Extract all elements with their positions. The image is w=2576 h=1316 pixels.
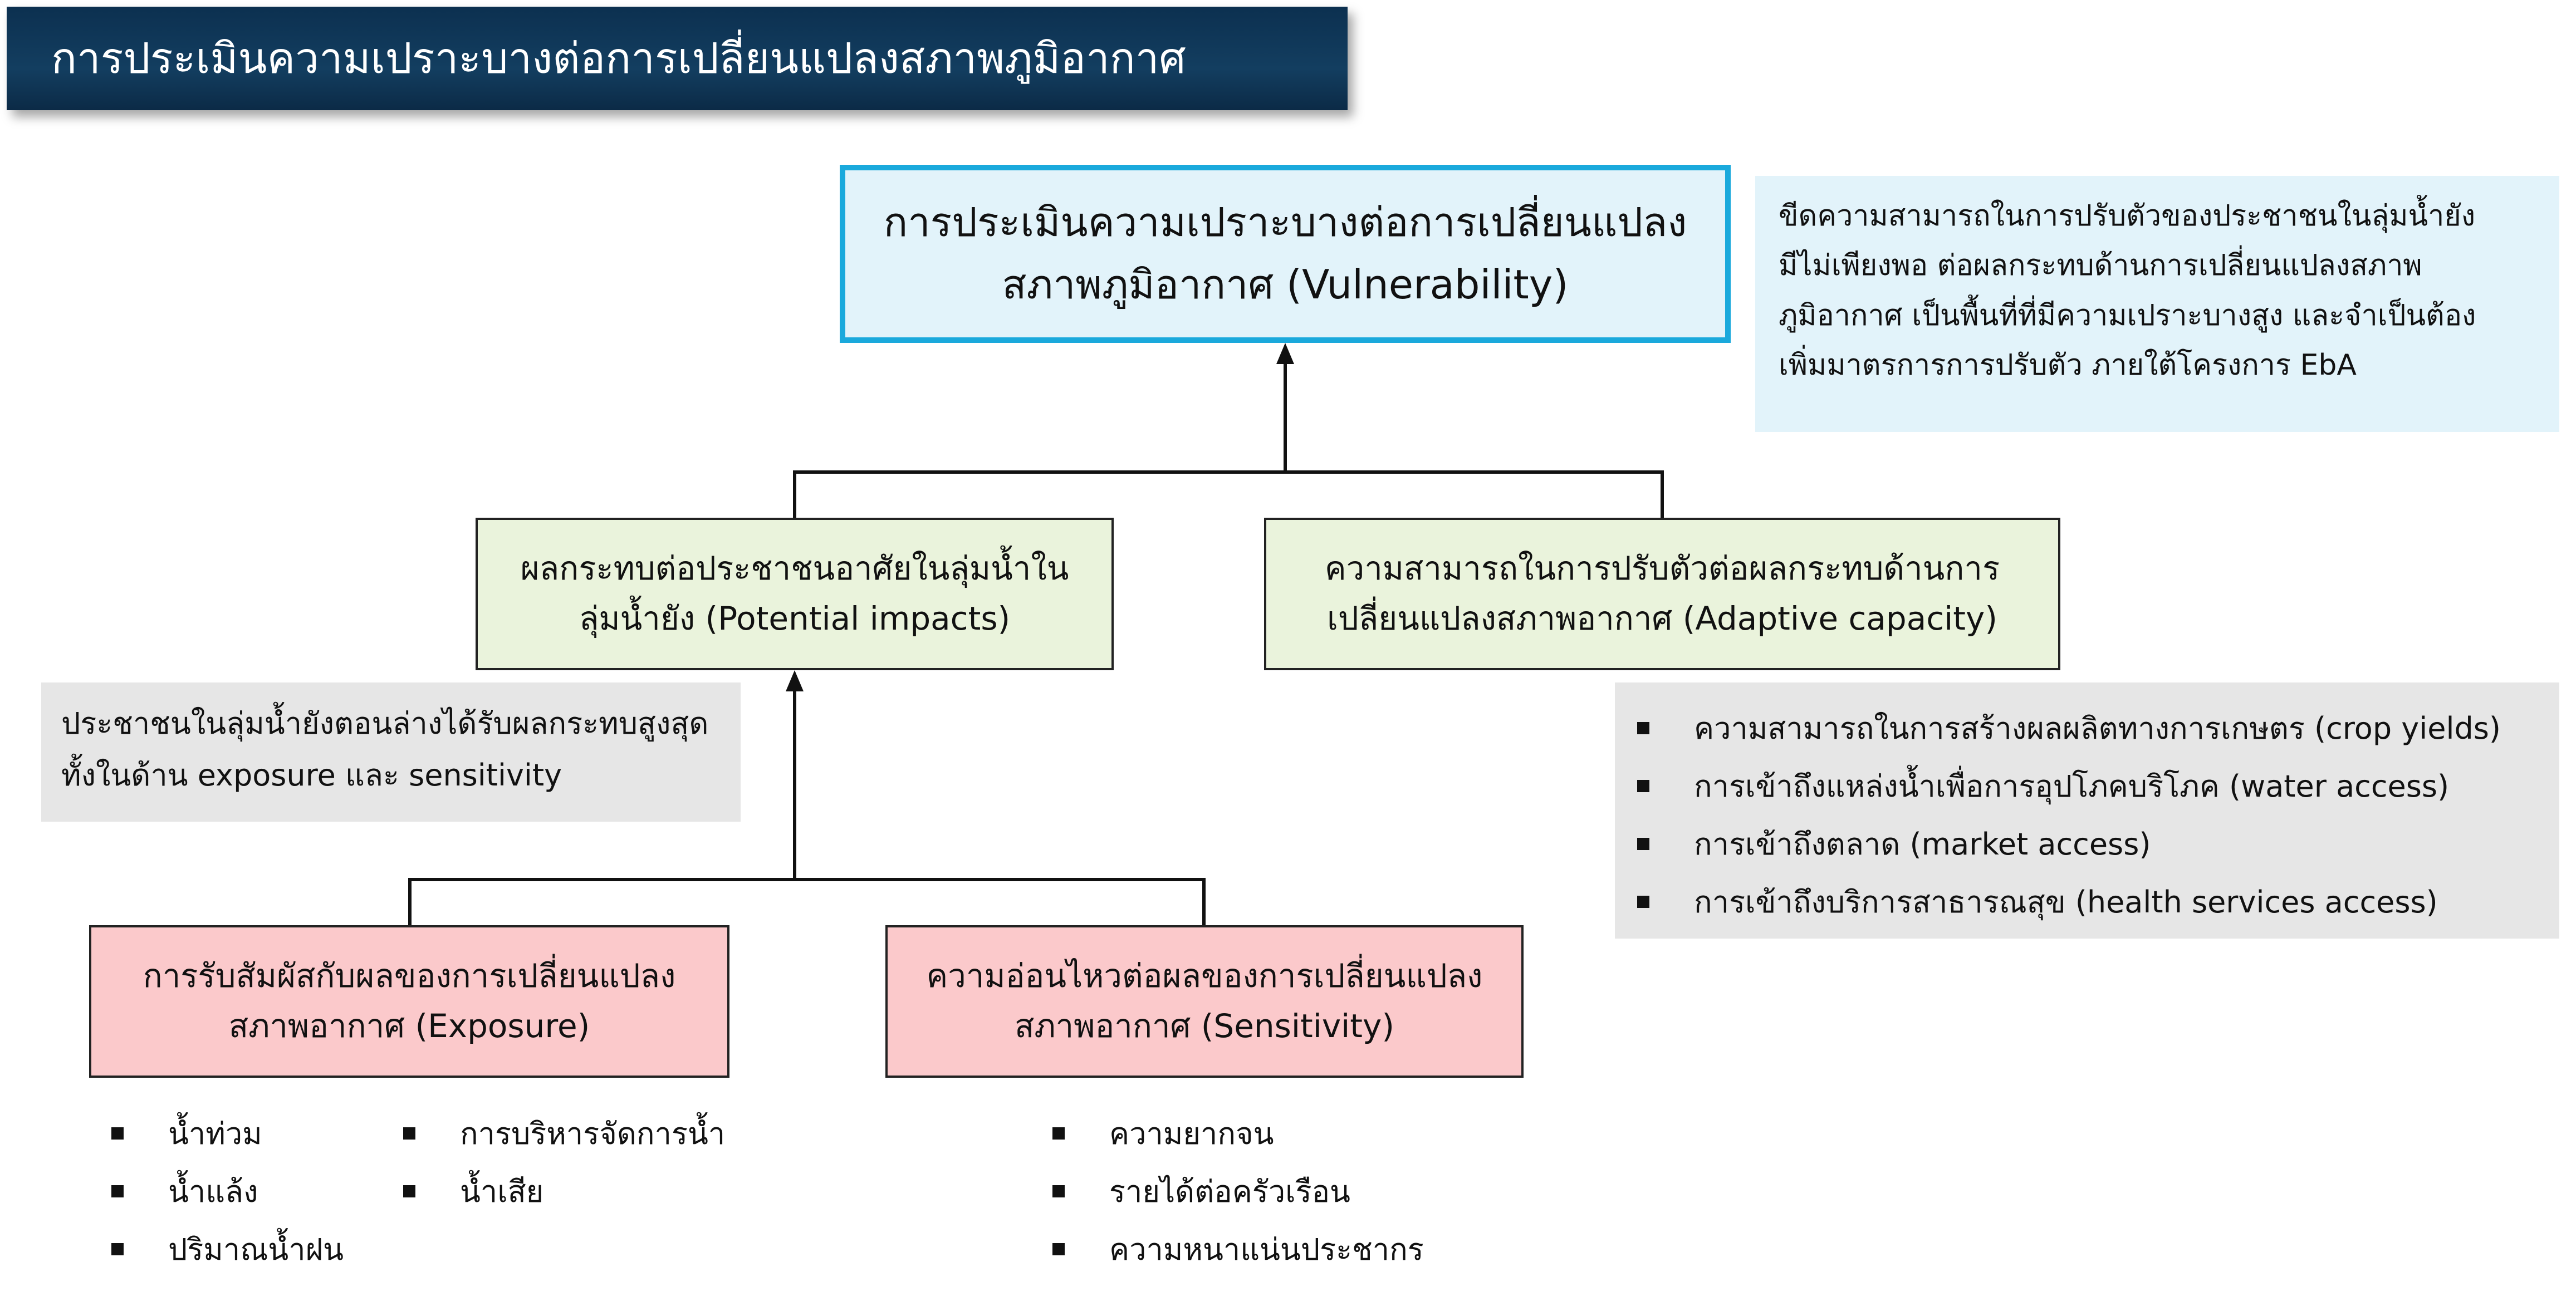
adaptive-item-label: การเข้าถึงตลาด (market access) xyxy=(1694,827,2151,862)
exposure-item-label: น้ำเสีย xyxy=(460,1174,544,1209)
list-item xyxy=(1637,699,2559,757)
sensitivity-item-label: ความยากจน xyxy=(1109,1116,1274,1151)
list-item xyxy=(1637,815,2559,873)
exposure-item-label: น้ำท่วม xyxy=(168,1116,262,1151)
list-item xyxy=(1052,1220,1424,1278)
square-bullet-icon xyxy=(1637,838,1649,850)
list-item xyxy=(1637,757,2559,815)
exposure-line-1: การรับสัมผัสกับผลของการเปลี่ยนแปลง xyxy=(143,957,676,995)
adaptive-item-label: ความสามารถในการสร้างผลผลิตทางการเกษตร (crop yields) xyxy=(1694,711,2501,746)
vulnerability-line-1: การประเมินความเปราะบางต่อการเปลี่ยนแปลง xyxy=(883,199,1687,246)
sensitivity-box xyxy=(885,925,1524,1078)
lower-arrowhead xyxy=(786,670,804,691)
exposure-item-label: ปริมาณน้ำฝน xyxy=(168,1232,344,1267)
page-title: การประเมินความเปราะบางต่อการเปลี่ยนแปลงสภาพภูมิอากาศ xyxy=(51,33,1186,83)
list-item xyxy=(111,1104,344,1162)
exposure-box xyxy=(89,925,729,1078)
sensitivity-line-1: ความอ่อนไหวต่อผลของการเปลี่ยนแปลง xyxy=(926,957,1483,995)
sensitivity-item-label: ความหนาแน่นประชากร xyxy=(1109,1232,1424,1267)
list-item xyxy=(111,1220,344,1278)
square-bullet-icon xyxy=(403,1127,415,1140)
square-bullet-icon xyxy=(1052,1185,1065,1197)
vulnerability-box xyxy=(840,165,1731,343)
sensitivity-item-label: รายได้ต่อครัวเรือน xyxy=(1109,1174,1350,1209)
upper-arrowhead xyxy=(1276,343,1294,364)
exposure-item-label: การบริหารจัดการน้ำ xyxy=(460,1116,726,1151)
square-bullet-icon xyxy=(1637,722,1649,734)
list-item xyxy=(1052,1162,1424,1220)
upper-connector xyxy=(793,362,1664,518)
exposure-list-col-1 xyxy=(111,1104,344,1278)
square-bullet-icon xyxy=(111,1185,124,1197)
adaptive-item-label: การเข้าถึงแหล่งน้ำเพื่อการอุปโภคบริโภค (water access) xyxy=(1694,769,2450,804)
square-bullet-icon xyxy=(403,1185,415,1197)
vulnerability-note xyxy=(1755,176,2559,432)
potential-impacts-line-1: ผลกระทบต่อประชาชนอาศัยในลุ่มน้ำใน xyxy=(520,549,1069,588)
list-item xyxy=(403,1162,725,1220)
list-item xyxy=(1637,873,2559,931)
potential-impacts-note-line: ทั้งในด้าน exposure และ sensitivity xyxy=(61,757,562,793)
square-bullet-icon xyxy=(1052,1243,1065,1255)
vulnerability-note-line: ขีดความสามารถในการปรับตัวของประชาชนในลุ่มน้ำยัง xyxy=(1779,199,2476,233)
sensitivity-list xyxy=(1052,1104,1424,1278)
vulnerability-note-line: ภูมิอากาศ เป็นพื้นที่ที่มีความเปราะบางสูง และจำเป็นต้อง xyxy=(1779,298,2476,332)
adaptive-capacity-line-1: ความสามารถในการปรับตัวต่อผลกระทบด้านการ xyxy=(1324,549,2000,588)
list-item xyxy=(403,1104,725,1162)
exposure-line-2: สภาพอากาศ (Exposure) xyxy=(228,1007,590,1045)
square-bullet-icon xyxy=(111,1243,124,1255)
adaptive-capacity-list xyxy=(1615,682,2559,939)
adaptive-item-label: การเข้าถึงบริการสาธารณสุข (health services access) xyxy=(1694,885,2438,920)
potential-impacts-line-2: ลุ่มน้ำยัง (Potential impacts) xyxy=(579,600,1011,637)
potential-impacts-box xyxy=(476,518,1114,670)
adaptive-capacity-box xyxy=(1264,518,2060,670)
adaptive-capacity-line-2: เปลี่ยนแปลงสภาพอากาศ (Adaptive capacity) xyxy=(1327,600,1997,637)
potential-impacts-note-line: ประชาชนในลุ่มน้ำยังตอนล่างได้รับผลกระทบสูงสุด xyxy=(61,706,709,741)
list-item xyxy=(111,1162,344,1220)
vulnerability-note-line: เพิ่มมาตรการการปรับตัว ภายใต้โครงการ EbA xyxy=(1779,348,2357,382)
square-bullet-icon xyxy=(1052,1127,1065,1140)
sensitivity-line-2: สภาพอากาศ (Sensitivity) xyxy=(1015,1007,1394,1045)
exposure-list-col-2 xyxy=(403,1104,725,1220)
square-bullet-icon xyxy=(1637,896,1649,908)
potential-impacts-note xyxy=(41,682,741,822)
vulnerability-note-line: มีไม่เพียงพอ ต่อผลกระทบด้านการเปลี่ยนแปลงสภาพ xyxy=(1779,249,2422,283)
vulnerability-line-2: สภาพภูมิอากาศ (Vulnerability) xyxy=(1002,261,1569,308)
list-item xyxy=(1052,1104,1424,1162)
square-bullet-icon xyxy=(1637,780,1649,792)
exposure-item-label: น้ำแล้ง xyxy=(168,1174,258,1209)
square-bullet-icon xyxy=(111,1127,124,1140)
